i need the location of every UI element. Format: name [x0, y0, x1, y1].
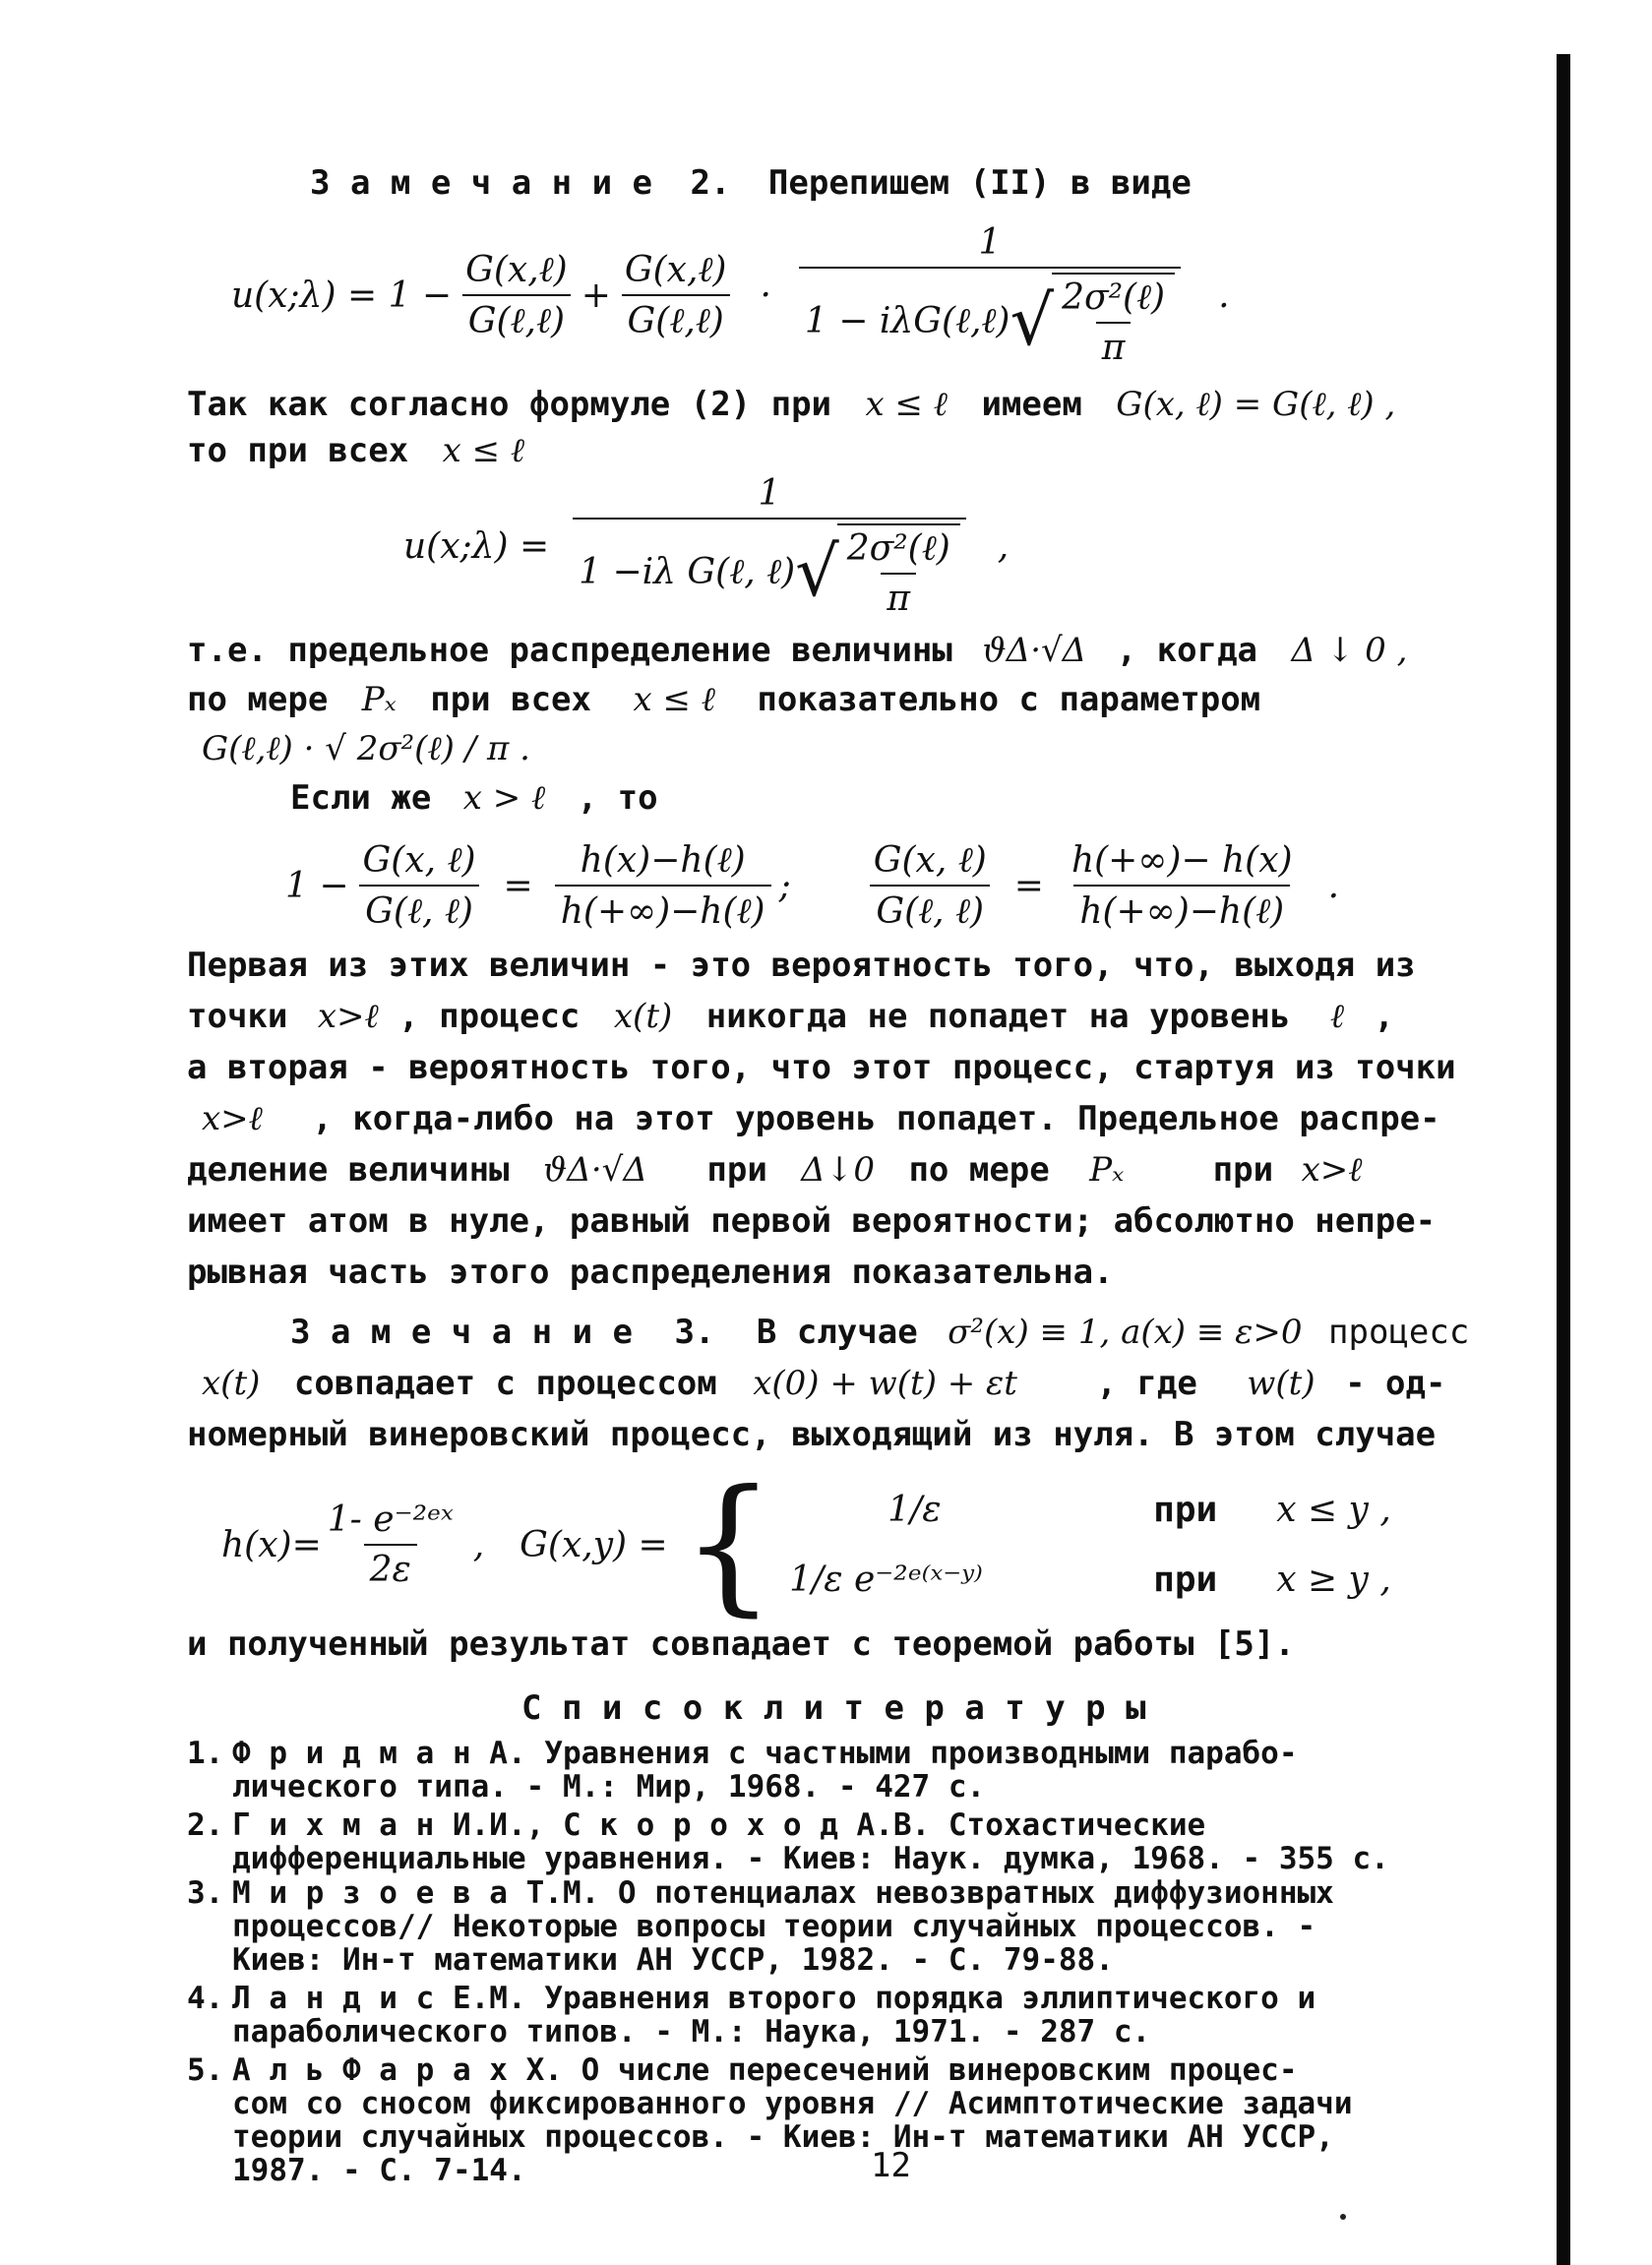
reference-line: параболического типов. - М.: Наука, 1971. - 287 с.	[232, 2014, 1151, 2050]
eq3-frac-b	[555, 839, 771, 932]
equation-3	[285, 831, 1339, 940]
para4-l2-m1: x>ℓ	[317, 997, 379, 1036]
para4-l4-m1: x>ℓ	[202, 1099, 263, 1138]
eq4-h-den: 2ε	[364, 1544, 417, 1590]
para2-l2-m1: Pₓ	[361, 680, 397, 719]
eq1-fraction-3	[799, 222, 1181, 368]
reference-text: Ф р и д м а н А. Уравнения с частными производными парабо-	[232, 1736, 1298, 1771]
reference-line	[187, 1876, 1545, 1910]
eq1-f3-num: 1	[978, 222, 1002, 263]
eq3-equals-1: =	[503, 865, 533, 906]
para1-l1-m1: x ≤ ℓ	[865, 385, 948, 424]
reference-item	[187, 2053, 1545, 2187]
para1-l2-m1: x ≤ ℓ	[442, 431, 525, 470]
eq1-dot: ·	[760, 275, 771, 316]
eq2-den-prefix: 1 −iλ G(ℓ, ℓ)	[579, 551, 796, 592]
eq3-b-num: h(x)−h(ℓ)	[580, 840, 746, 881]
para1-l1-m2: G(x, ℓ) = G(ℓ, ℓ) ,	[1116, 385, 1396, 424]
eq3-equals-2: =	[1013, 865, 1044, 906]
para1-l1-a: Так как согласно формуле (2) при	[187, 385, 832, 424]
reference-item	[187, 1982, 1545, 2049]
remark3-number: 3.	[674, 1313, 715, 1352]
eq4-c2-val: 1/ε e⁻²ᵉ⁽ˣ⁻ʸ⁾	[789, 1560, 983, 1600]
para4-l5-m3: Pₓ	[1089, 1150, 1125, 1190]
remark3-l2-m2: x(0) + w(t) + εt	[753, 1364, 1017, 1403]
remark3-line1	[290, 1307, 1469, 1358]
para2-l1-a: т.е. предельное распределение величины	[187, 631, 952, 670]
eq1-lhs: u(x;λ) = 1 −	[231, 275, 453, 316]
para3-l1-a: Если же	[290, 778, 432, 818]
scan-binding-edge	[1557, 54, 1570, 2265]
eq1-fraction-1	[459, 249, 574, 341]
eq1-sqrt-den: π	[1096, 322, 1132, 368]
eq1-tail: .	[1218, 275, 1230, 316]
reference-line: Киев: Ин-т математики АН УССР, 1982. - С. 79-88.	[232, 1942, 1114, 1978]
eq4-h-fraction	[322, 1500, 459, 1590]
remark3-line3: номерный винеровский процесс, выходящий из нуля. В этом случае	[187, 1415, 1437, 1454]
reference-number: 4.	[187, 1981, 224, 2016]
page-number: 12	[871, 2146, 911, 2185]
remark3-heading: З а м е ч а н и е	[290, 1313, 633, 1352]
para4-line2	[187, 991, 1394, 1042]
eq3-d-num: h(+∞)− h(x)	[1071, 839, 1293, 881]
para4-line3: а вторая - вероятность того, что этот процесс, стартуя из точки	[187, 1048, 1456, 1087]
eq1-plus: +	[581, 275, 611, 316]
para1-l1-b: имеем	[981, 385, 1082, 424]
eq3-frac-d	[1066, 840, 1299, 932]
eq2-num: 1	[758, 473, 781, 514]
eq4-h-num: 1- e⁻²ᵉˣ	[327, 1500, 454, 1540]
reference-text: А л ь Ф а р а х Х. О числе пересечений винеровским процес-	[232, 2052, 1298, 2088]
reference-line	[187, 1982, 1545, 2015]
eq1-f3-den-prefix: 1 − iλG(ℓ,ℓ)	[804, 300, 1010, 341]
remark3-line2	[202, 1358, 1445, 1409]
reference-line	[187, 1737, 1545, 1770]
para4-l5-c: по мере	[908, 1150, 1050, 1190]
eq4-cases	[789, 1490, 1391, 1600]
eq1-sqrt-num: 2σ²(ℓ)	[1062, 277, 1166, 318]
equation-2	[403, 473, 1010, 619]
reference-line: сом со сносом фиксированного уровня // Асимптотические задачи	[232, 2086, 1353, 2121]
para2-l2-c: показательно с параметром	[757, 680, 1261, 719]
remark3-l2-m1: x(t)	[202, 1364, 261, 1403]
eq2-den	[573, 518, 966, 619]
para4-l5-a: деление величины	[187, 1150, 510, 1190]
eq2-sqrt: √ $\frac{\text{2σ²(ℓ)}}{\pi}$	[795, 523, 960, 619]
para2-l1-b: , когда	[1116, 631, 1258, 670]
para4-l2-c: никогда не попадет на уровень	[705, 997, 1291, 1036]
para4-line4	[202, 1093, 1440, 1144]
eq4-c2-word: при	[1153, 1560, 1218, 1600]
scan-speck	[1340, 2214, 1346, 2220]
para4-l2-a: точки	[187, 997, 288, 1036]
para4-l5-b: при	[706, 1150, 767, 1190]
eq1-fraction-2	[619, 249, 733, 341]
para3-line1	[290, 772, 658, 824]
para3-l1-b: , то	[577, 778, 658, 818]
remark2-lead: Перепишем (II) в виде	[767, 163, 1192, 203]
reference-text: Г и х м а н И.И., С к о р о х о д А.В. Стохастические	[232, 1807, 1206, 1843]
equation-1	[231, 222, 1230, 368]
para4-l2-b: , процесс	[398, 997, 581, 1036]
eq2-fraction	[573, 473, 966, 619]
eq1-sqrt: √ $\frac{\text{2σ²(ℓ)}}{\pi}$	[1010, 273, 1175, 368]
reference-text: Л а н д и с Е.М. Уравнения второго порядка эллиптического и	[232, 1981, 1316, 2016]
reference-text: М и р з о е в а Т.М. О потенциалах невозвратных диффузионных	[232, 1875, 1334, 1911]
para3-l1-m1: x > ℓ	[462, 778, 546, 818]
reference-line: процессов// Некоторые вопросы теории случайных процессов. -	[232, 1909, 1316, 1944]
para2-l2-a: по мере	[187, 680, 329, 719]
reference-line: дифференциальные уравнения. - Киев: Наук. думка, 1968. - 355 с.	[232, 1841, 1389, 1876]
para4-line5	[187, 1144, 1362, 1195]
eq3-c-num: G(x, ℓ)	[873, 840, 987, 881]
para4-line7: рывная часть этого распределения показательна.	[187, 1253, 1114, 1292]
para5-line1: и полученный результат совпадает с теоремой работы [5].	[187, 1624, 1295, 1664]
reference-item	[187, 1876, 1545, 1977]
para2-l2-m2: x ≤ ℓ	[633, 680, 715, 719]
eq2-tail: ,	[997, 525, 1010, 567]
para2-line3	[202, 723, 530, 774]
remark2-line	[310, 157, 1192, 209]
eq3-frac-c	[868, 839, 993, 932]
para4-l5-m2: Δ↓0	[801, 1150, 875, 1190]
para2-l1-m2: Δ ↓ 0 ,	[1291, 631, 1408, 670]
eq3-separator: ;	[778, 865, 791, 906]
reference-line: 1987. - С. 7-14.	[232, 2153, 526, 2188]
para1-l2-a: то при всех	[187, 431, 409, 470]
para4-line1: Первая из этих величин - это вероятность того, что, выходя из	[187, 946, 1416, 985]
eq2-sqrt-den: π	[881, 573, 916, 619]
reference-number: 1.	[187, 1736, 224, 1771]
references-heading: С п и с о к л и т е р а т у р ы	[521, 1688, 1146, 1728]
para4-l5-m1: ϑΔ·√Δ	[543, 1150, 647, 1190]
reference-line: теории случайных процессов. - Киев: Ин-т математики АН УССР,	[232, 2119, 1334, 2155]
para1-line2	[187, 425, 524, 476]
eq4-g-lhs: G(x,y) =	[520, 1524, 668, 1565]
equation-4	[221, 1459, 1391, 1630]
eq4-c1-val: 1/ε	[887, 1490, 942, 1530]
para4-l2-m3: ℓ	[1329, 997, 1345, 1036]
para4-line6: имеет атом в нуле, равный первой вероятности; абсолютно непре-	[187, 1201, 1437, 1241]
eq4-brace: {	[681, 1459, 776, 1630]
para4-l2-d: ,	[1374, 997, 1394, 1036]
eq3-a-den: G(ℓ, ℓ)	[359, 885, 479, 932]
eq4-h-lhs: h(x)=	[221, 1524, 322, 1565]
eq1-f1-den: G(ℓ,ℓ)	[462, 294, 571, 341]
eq3-b-den: h(+∞)−h(ℓ)	[555, 885, 771, 932]
reference-line: лического типа. - М.: Мир, 1968. - 427 с.	[232, 1769, 986, 1805]
para4-l2-m2: x(t)	[613, 997, 673, 1036]
eq4-c1-word: при	[1153, 1490, 1218, 1530]
remark3-l2-a: совпадает с процессом	[293, 1364, 717, 1403]
eq3-c-den: G(ℓ, ℓ)	[870, 885, 990, 932]
para2-l3-m1: G(ℓ,ℓ) · √ 2σ²(ℓ) / π .	[202, 729, 530, 768]
reference-number: 3.	[187, 1875, 224, 1911]
reference-item	[187, 1808, 1545, 1875]
eq2-lhs: u(x;λ) =	[403, 525, 550, 567]
para2-l2-b: при всех	[430, 680, 591, 719]
eq1-f2-den: G(ℓ,ℓ)	[622, 294, 730, 341]
para1-line1	[187, 379, 1395, 430]
eq1-f1-num: G(x,ℓ)	[465, 250, 568, 290]
eq4-comma: ,	[472, 1524, 485, 1565]
remark2-number: 2.	[690, 163, 731, 203]
eq4-case-2	[789, 1560, 1391, 1600]
para2-line2	[187, 674, 1260, 725]
para2-l1-m1: ϑΔ·√Δ	[982, 631, 1087, 670]
eq4-c2-cond: x ≥ y ,	[1276, 1560, 1391, 1600]
para4-l5-d: при	[1212, 1150, 1274, 1190]
reference-number: 2.	[187, 1807, 224, 1843]
eq4-case-1	[789, 1490, 1391, 1530]
reference-number: 5.	[187, 2052, 224, 2088]
reference-item	[187, 1737, 1545, 1804]
para4-l4-a: , когда-либо на этот уровень попадет. Предельное распре-	[312, 1099, 1440, 1138]
eq2-sqrt-num: 2σ²(ℓ)	[846, 528, 950, 569]
eq3-a-num: G(x, ℓ)	[362, 840, 476, 881]
remark3-l2-b: , где	[1096, 1364, 1197, 1403]
remark3-l1-b: процесс	[1328, 1313, 1470, 1352]
remark3-l1-a: В случае	[756, 1313, 918, 1352]
eq3-d-den: h(+∞)−h(ℓ)	[1073, 885, 1290, 932]
remark3-l2-m3: w(t)	[1247, 1364, 1315, 1403]
eq3-a-pre: 1 −	[285, 865, 349, 906]
remark3-l1-m1: σ²(x) ≡ 1, a(x) ≡ ε>0	[948, 1313, 1303, 1352]
eq1-f3-den	[799, 267, 1181, 368]
reference-line	[187, 1808, 1545, 1842]
eq4-c1-cond: x ≤ y ,	[1276, 1490, 1391, 1530]
eq1-f2-num: G(x,ℓ)	[624, 250, 727, 290]
eq3-tail: .	[1327, 865, 1340, 906]
remark2-heading: З а м е ч а н и е	[310, 163, 652, 203]
para4-l5-m4: x>ℓ	[1301, 1150, 1363, 1190]
remark3-l2-c: - од-	[1345, 1364, 1446, 1403]
para2-line1	[187, 625, 1407, 676]
eq3-frac-a	[357, 839, 482, 932]
reference-line	[187, 2053, 1545, 2087]
